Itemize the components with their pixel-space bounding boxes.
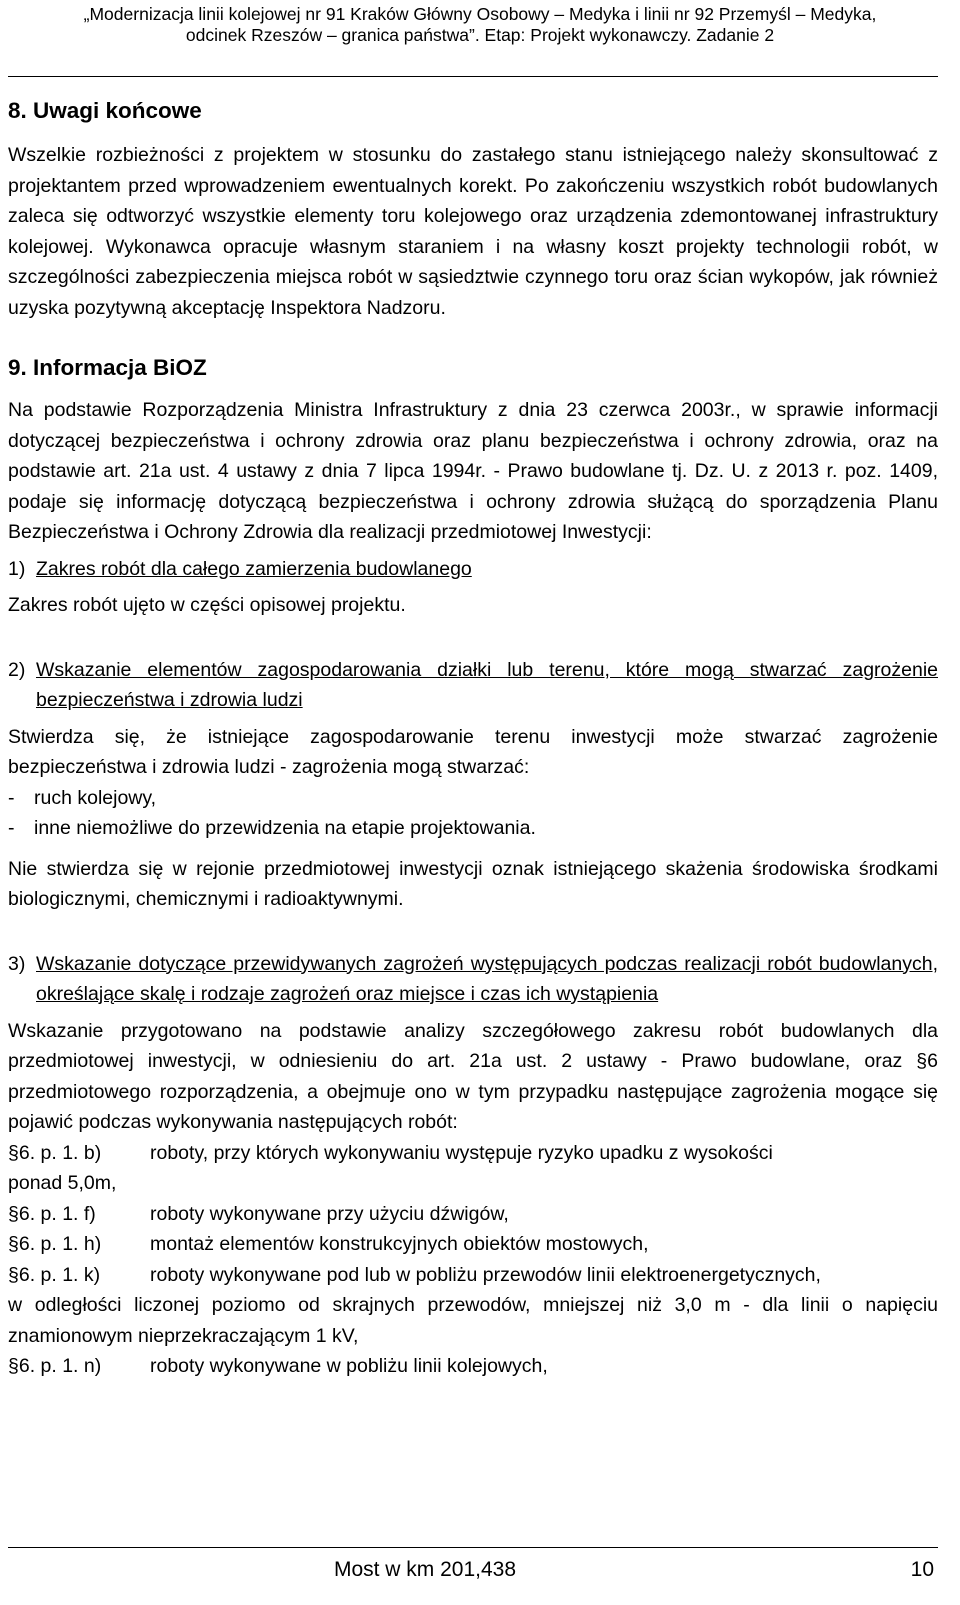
hazard-item bbox=[8, 1138, 938, 1169]
document-body bbox=[8, 96, 938, 1382]
hazard-continuation: ponad 5,0m, bbox=[8, 1172, 117, 1194]
subsection-2-number: 2) bbox=[8, 658, 26, 681]
hazard-code: §6. p. 1. f) bbox=[8, 1202, 96, 1225]
dash-list-item bbox=[8, 783, 938, 814]
subsection-3-title: Wskazanie dotyczące przewidywanych zagrożeń występujących podczas realizacji robót budowlanych, określające skalę i rodzaje zagrożeń oraz miejsce i czas ich wystąpienia bbox=[36, 952, 938, 1005]
hazard-item bbox=[8, 1260, 938, 1291]
hazard-code: §6. p. 1. n) bbox=[8, 1355, 102, 1377]
hazard-text: roboty, przy których wykonywaniu występuje ryzyko upadku z wysokości bbox=[150, 1141, 773, 1164]
section-9-intro: Na podstawie Rozporządzenia Ministra Infrastruktury z dnia 23 czerwca 2003r., w sprawie informacji dotyczącej bezpieczeństwa i ochrony zdrowia oraz planu bezpieczeństwa i ochrony zdrowia, oraz na podstawie art. 21a ust. 4 ustawy z dnia 7 lipca 1994r. - Prawo budowlane tj. Dz. U. z 2013 r. poz. 1409, podaje się informację dotyczącą bezpieczeństwa i ochrony zdrowia służącą do sporządzenia Planu Bezpieczeństwa i Ochrony Zdrowia dla realizacji przedmiotowej Inwestycji: bbox=[8, 399, 938, 543]
hazard-continuation: w odległości liczonej poziomo od skrajnych przewodów, mniejszej niż 3,0 m - dla linii o napięciu znamionowym nieprzekraczającym 1 kV, bbox=[8, 1294, 938, 1347]
subsection-3-text: Wskazanie przygotowano na podstawie analizy szczegółowego zakresu robót budowlanych dla przedmiotowej inwestycji, w odniesieniu do art. 21a ust. 2 ustawy - Prawo budowlane, oraz §6 przedmiotowego rozporządzenia, a obejmuje ono w tym przypadku następujące zagrożenia mogące się pojawić podczas wykonywania następujących robót: bbox=[8, 1019, 938, 1133]
dash-marker: - bbox=[8, 817, 15, 839]
header-line-2: odcinek Rzeszów – granica państwa”. Etap: Projekt wykonawczy. Zadanie 2 bbox=[185, 25, 775, 45]
hazard-code: §6. p. 1. h) bbox=[8, 1233, 102, 1255]
page-number: 10 bbox=[910, 1558, 934, 1581]
header-line-1: „Modernizacja linii kolejowej nr 91 Kraków Główny Osobowy – Medyka i linii nr 92 Przemyśl – Medyka, bbox=[83, 4, 877, 24]
subsection-2-text-2: Nie stwierdza się w rejonie przedmiotowej inwestycji oznak istniejącego skażenia środowiska środkami biologicznymi, chemicznymi i radioaktywnymi. bbox=[8, 857, 938, 910]
dash-item-text: inne niemożliwe do przewidzenia na etapie projektowania. bbox=[34, 817, 536, 839]
subsection-2-title: Wskazanie elementów zagospodarowania działki lub terenu, które mogą stwarzać zagrożenie bezpieczeństwa i zdrowia ludzi bbox=[36, 658, 938, 711]
subsection-2-heading bbox=[8, 655, 938, 716]
dash-list-item bbox=[8, 813, 938, 844]
subsection-1-heading bbox=[8, 554, 938, 585]
hazard-item bbox=[8, 1199, 938, 1230]
document-header bbox=[0, 4, 960, 46]
hazard-text: montaż elementów konstrukcyjnych obiektów mostowych, bbox=[150, 1233, 649, 1255]
hazard-text: roboty wykonywane przy użyciu dźwigów, bbox=[150, 1202, 509, 1225]
hazard-item bbox=[8, 1229, 938, 1260]
hazard-item bbox=[8, 1351, 938, 1382]
dash-item-text: ruch kolejowy, bbox=[34, 786, 157, 809]
footer-title: Most w km 201,438 bbox=[333, 1558, 517, 1581]
header-divider bbox=[8, 76, 938, 77]
hazard-text: roboty wykonywane pod lub w pobliżu przewodów linii elektroenergetycznych, bbox=[150, 1263, 821, 1286]
section-9-heading: 9. Informacja BiOZ bbox=[8, 355, 207, 380]
subsection-2-text: Stwierdza się, że istniejące zagospodarowanie terenu inwestycji może stwarzać zagrożenie bezpieczeństwa i zdrowia ludzi - zagrożenia mogą stwarzać: bbox=[8, 725, 938, 778]
subsection-1-text: Zakres robót ujęto w części opisowej projektu. bbox=[8, 594, 406, 616]
section-8-text: Wszelkie rozbieżności z projektem w stosunku do zastałego stanu istniejącego należy skonsultować z projektantem przed wprowadzeniem ewentualnych korekt. Po zakończeniu wszystkich robót budowlanych zaleca się odtworzyć wszystkie elementy toru kolejowego oraz urządzenia zdemontowanej infrastruktury kolejowej. Wykonawca opracuje własnym staraniem i na własny koszt projekty technologii robót, w szczególności zabezpieczenia miejsca robót w sąsiedztwie czynnego toru oraz ścian wykopów, jak również uzyska pozytywną akceptację Inspektora Nadzoru. bbox=[8, 144, 938, 319]
hazard-code: §6. p. 1. k) bbox=[8, 1263, 101, 1286]
footer-divider bbox=[8, 1547, 938, 1548]
subsection-3-heading bbox=[8, 949, 938, 1010]
subsection-3-number: 3) bbox=[8, 952, 26, 975]
hazard-text: roboty wykonywane w pobliżu linii kolejowych, bbox=[150, 1355, 548, 1377]
subsection-1-title: Zakres robót dla całego zamierzenia budowlanego bbox=[36, 557, 472, 580]
section-8-heading: 8. Uwagi końcowe bbox=[8, 98, 202, 123]
hazard-code: §6. p. 1. b) bbox=[8, 1141, 102, 1164]
subsection-1-number: 1) bbox=[8, 557, 26, 580]
dash-marker: - bbox=[8, 786, 15, 809]
